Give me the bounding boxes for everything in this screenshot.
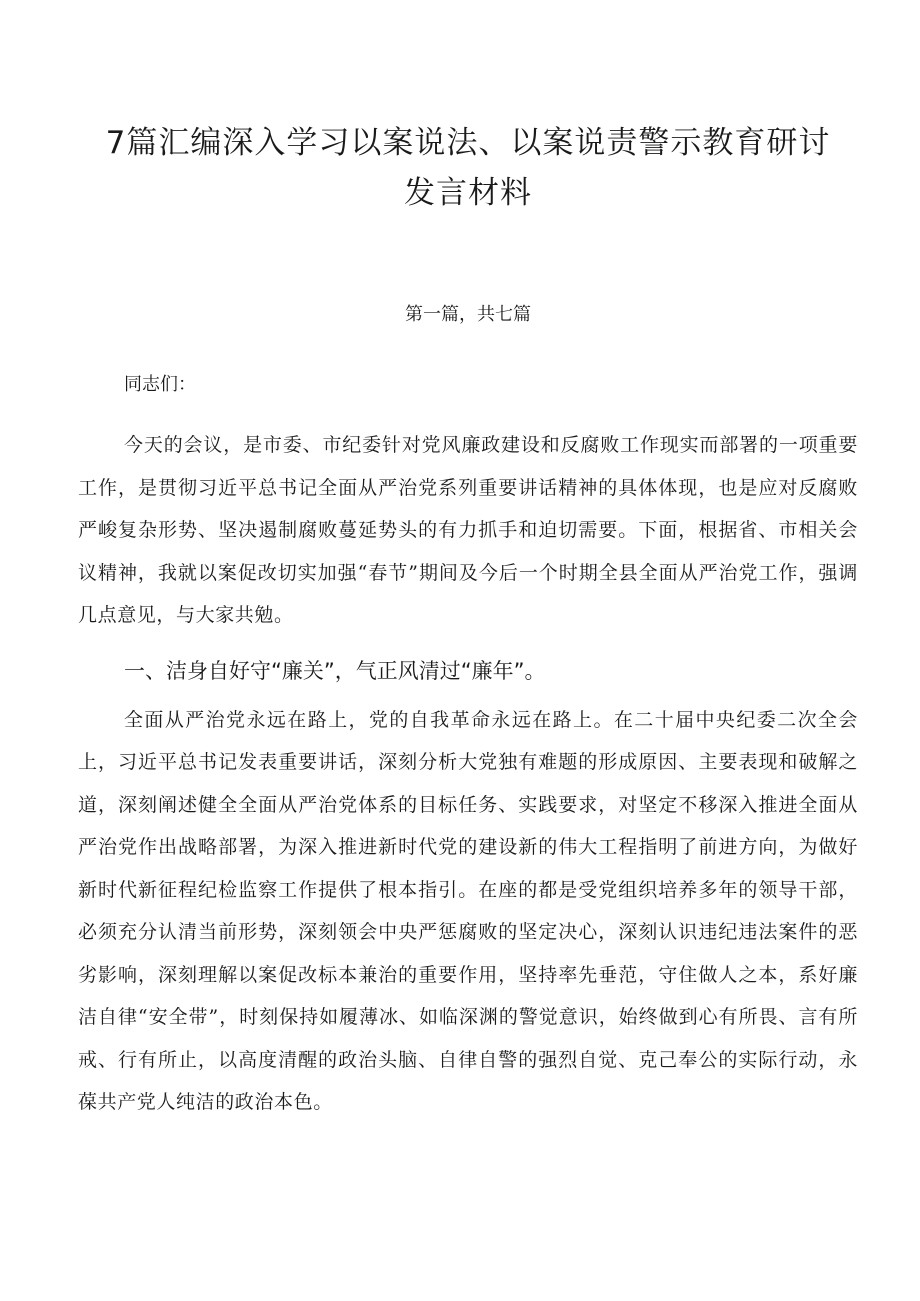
document-title: 7篇汇编深入学习以案说法、以案说责警示教育研讨发言材料 bbox=[105, 125, 831, 211]
intro-paragraph: 今天的会议，是市委、市纪委针对党风廉政建设和反腐败工作现实而部署的一项重要工作，是贯彻习近平总书记全面从严治党系列重要讲话精神的具体体现，也是应对反腐败严峻复杂形势、坚决遏制腐败蔓延势头的有力抓手和迫切需要。下面，根据省、市相关会议精神，我就以案促改切实加强“春节”期间及今后一个时期全县全面从严治党工作，强调几点意见，与大家共勉。 bbox=[78, 434, 858, 626]
section-heading: 一、洁身自好守“廉关”，气正风清过“廉年”。 bbox=[124, 658, 546, 683]
document-subtitle: 第一篇，共七篇 bbox=[405, 304, 531, 325]
section-paragraph: 全面从严治党永远在路上，党的自我革命永远在路上。在二十届中央纪委二次全会上，习近平总书记发表重要讲话，深刻分析大党独有难题的形成原因、主要表现和破解之道，深刻阐述健全全面从严治党体系的目标任务、实践要求，对坚定不移深入推进全面从严治党作出战略部署，为深入推进新时代党的建设新的伟大工程指明了前进方向，为做好新时代新征程纪检监察工作提供了根本指引。在座的都是受党组织培养多年的领导干部，必须充分认清当前形势，深刻领会中央严惩腐败的坚定决心，深刻认识违纪违法案件的恶劣影响，深刻理解以案促改标本兼治的重要作用，坚持率先垂范，守住做人之本，系好廉洁自律“安全带”，时刻保持如履薄冰、如临深渊的警觉意识，始终做到心有所畏、言有所戒、行有所止，以高度清醒的政治头脑、自律自警的强烈自觉、克己奉公的实际行动，永葆共产党人纯洁的政治本色。 bbox=[78, 708, 858, 1113]
salutation: 同志们： bbox=[124, 374, 196, 395]
